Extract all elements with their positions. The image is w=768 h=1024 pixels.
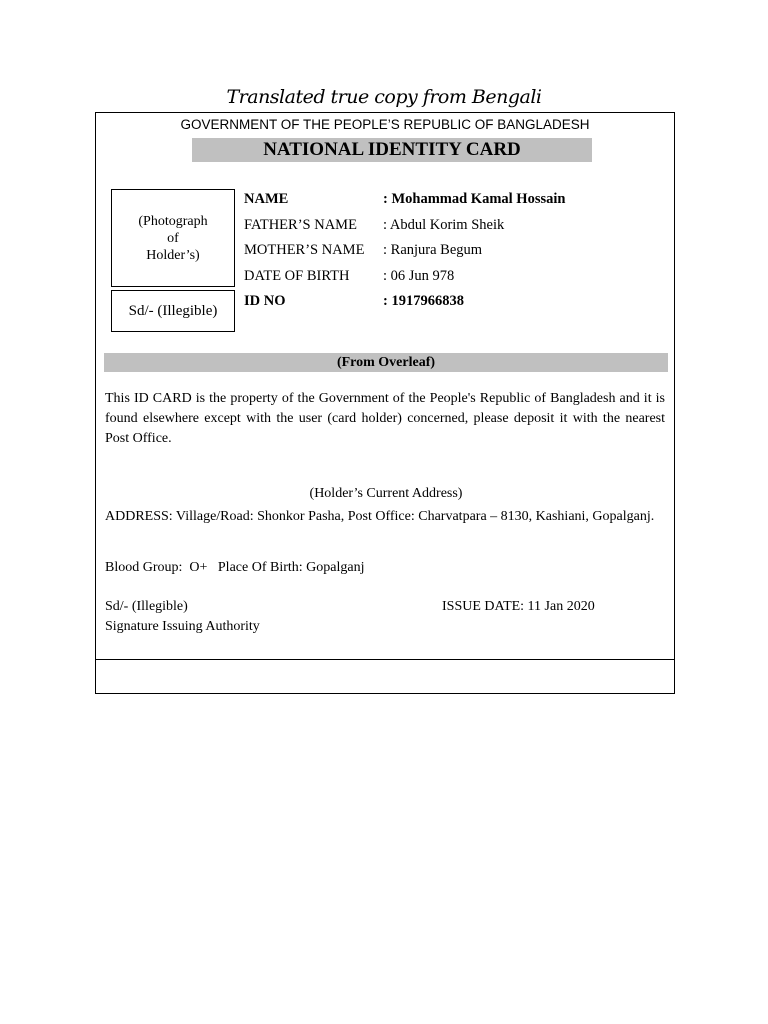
field-label: DATE OF BIRTH (244, 267, 350, 284)
field-label: FATHER’S NAME (244, 216, 357, 233)
address-title: (Holder’s Current Address) (309, 486, 463, 501)
blood-group-line: Blood Group: O+ Place Of Birth: Gopalganj (105, 560, 365, 575)
holder-info-table (244, 187, 565, 315)
info-row-dob (244, 264, 565, 290)
photo-placeholder (111, 189, 235, 287)
document-heading: Translated true copy from Bengali (226, 86, 542, 108)
address-text: ADDRESS: Village/Road: Shonkor Pasha, Post Office: Charvatpara – 8130, Kashiani, Gopalganj. (105, 509, 655, 524)
field-label: MOTHER’S NAME (244, 242, 365, 259)
id-card-frame (95, 112, 675, 694)
info-row-mother (244, 238, 565, 264)
field-value: : 06 Jun 978 (383, 267, 455, 284)
photo-line: (Photograph (138, 213, 208, 229)
field-value: : Abdul Korim Sheik (383, 216, 505, 233)
info-row-father (244, 213, 565, 239)
issue-date: ISSUE DATE: 11 Jan 2020 (442, 599, 595, 614)
field-value: : Mohammad Kamal Hossain (383, 191, 566, 208)
photo-line: of (167, 230, 179, 246)
authority-signature: Sd/- (Illegible) (105, 599, 188, 614)
field-label: ID NO (244, 293, 286, 310)
info-row-name (244, 187, 565, 213)
government-header: GOVERNMENT OF THE PEOPLE’S REPUBLIC OF BANGLADESH (180, 117, 590, 132)
bottom-divider (96, 659, 674, 660)
info-row-id (244, 289, 565, 315)
card-title: NATIONAL IDENTITY CARD (192, 138, 592, 162)
holder-signature-box: Sd/- (Illegible) (111, 290, 235, 332)
photo-line: Holder’s) (146, 247, 200, 263)
field-value: : Ranjura Begum (383, 242, 483, 259)
signature-authority-label: Signature Issuing Authority (105, 619, 260, 634)
property-notice: This ID CARD is the property of the Government of the People's Republic of Bangladesh and it is found elsewhere except with the user (card holder) concerned, please deposit it with the nearest Post Office. (105, 391, 665, 446)
field-value: : 1917966838 (383, 293, 464, 310)
field-label: NAME (244, 191, 289, 208)
overleaf-title: (From Overleaf) (104, 353, 668, 372)
